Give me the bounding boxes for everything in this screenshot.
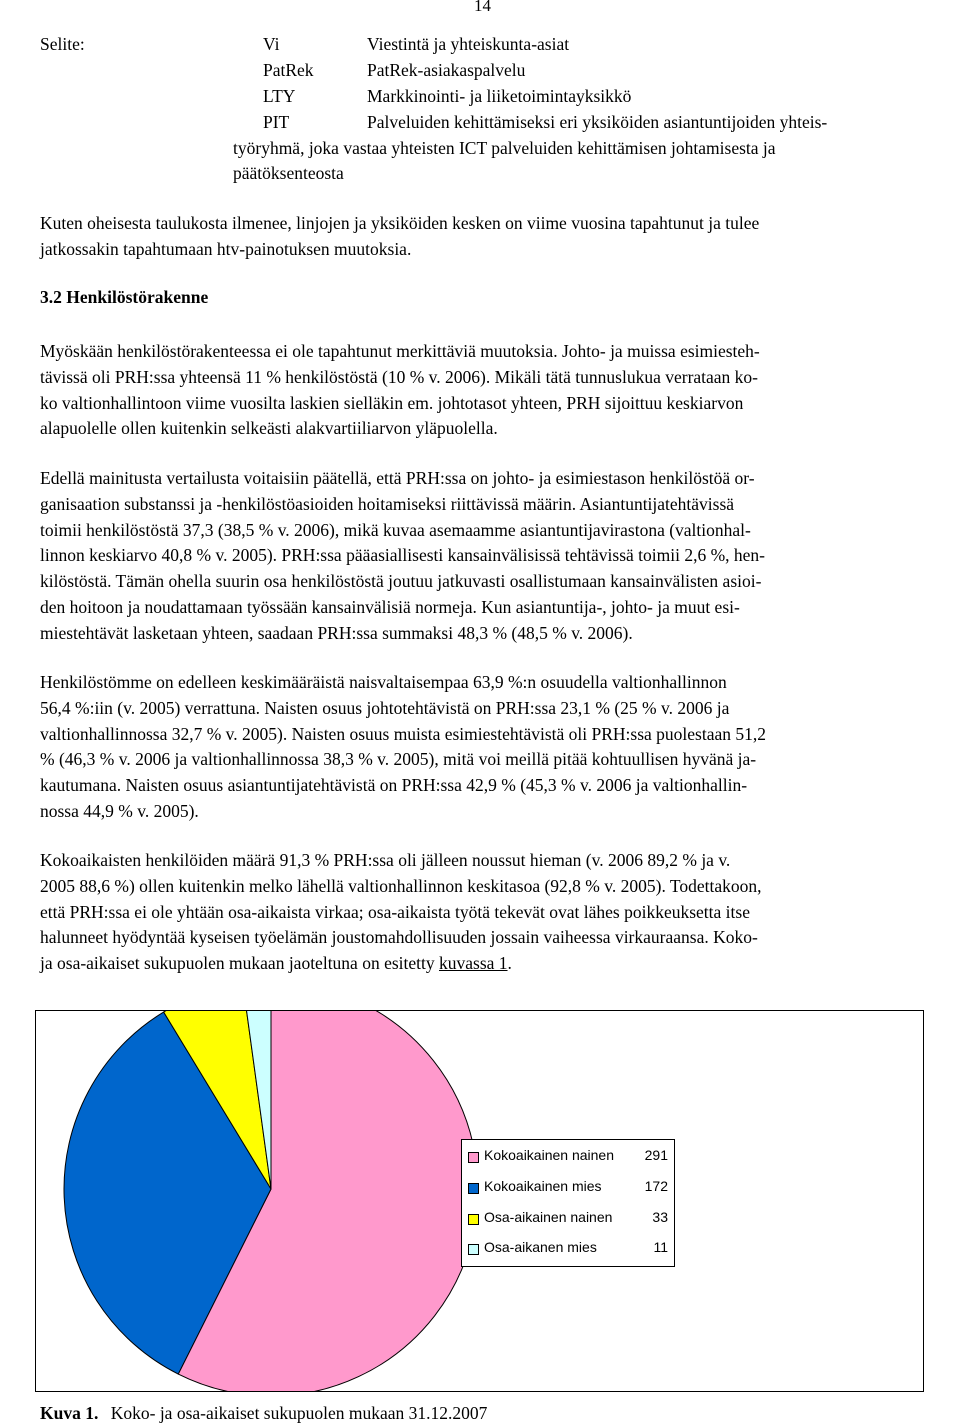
legend-item (468, 1209, 668, 1227)
text-line: Myöskään henkilöstörakenteessa ei ole tapahtunut merkittäviä muutoksia. Johto- ja muissa esimiesteh- (40, 341, 760, 361)
text-line: Henkilöstömme on edelleen keskimääräistä naisvaltaisempaa 63,9 %:n osuudella valtionhallinnon (40, 672, 727, 692)
caption-text: Koko- ja osa-aikaiset sukupuolen mukaan 31.12.2007 (110, 1403, 488, 1423)
text-line: miestehtävät lasketaan yhteen, saadaan PRH:ssa summaksi 48,3 % (48,5 % v. 2006). (40, 622, 633, 643)
figure-caption (40, 1403, 487, 1424)
text-line: nossa 44,9 % v. 2005). (40, 800, 199, 821)
abbr-text: Markkinointi- ja liiketoimintayksikkö (367, 86, 632, 106)
text-line: halunneet hyödyntää kyseisen työelämän joustomahdollisuuden jossain vaiheessa virkauraansa. Koko- (40, 927, 758, 948)
text-line: toimii henkilöstöstä 37,3 (38,5 % v. 2006), mikä kuvaa asemaamme asiantuntijavirastona (valtionhal- (40, 519, 751, 540)
legend-swatch (468, 1214, 479, 1225)
abbr-code: LTY (263, 86, 296, 106)
intro-paragraph (40, 211, 924, 263)
text-line: den hoitoon ja noudattamaan työssään kansainvälisiä normeja. Kun asiantuntija-, johto- ja muut esi- (40, 596, 740, 617)
legend-item (468, 1239, 668, 1257)
legend-label: Osa-aikanen mies (484, 1239, 597, 1255)
legend-title: Selite: (40, 34, 85, 54)
text-line: että PRH:ssa ei ole yhtään osa-aikaista virkaa; osa-aikaista työtä tekevät ovat lähes poikkeuksetta itse (40, 901, 750, 922)
text-line: kilöstöstä. Tämän ohella suurin osa henkilöstöstä joutuu jatkuvasti osallistumaan kansainvälisten asioi- (40, 571, 762, 592)
abbr-continuation: työryhmä, joka vastaa yhteisten ICT palveluiden kehittämisen johtamisesta ja (233, 138, 776, 158)
text-line: tävissä oli PRH:ssa yhteensä 11 % henkilöstöstä (10 % v. 2006). Mikäli tätä tunnuslukua verrataan ko- (40, 366, 759, 387)
abbr-code: PatRek (263, 60, 314, 80)
page-number: 14 (474, 0, 491, 15)
body-paragraph (40, 670, 924, 825)
text-line: Edellä mainitusta vertailusta voitaisiin päätellä, että PRH:ssa on johto- ja esimiestason henkilöstöä or- (40, 468, 755, 488)
text-line: % (46,3 % v. 2006 ja valtionhallinnossa 38,3 % v. 2005), mitä voi meillä pitää kohtuullisen hyvänä ja- (40, 749, 757, 770)
text-line: jatkossakin tapahtumaan htv-painotuksen muutoksia. (40, 238, 412, 259)
text-line: valtionhallinnossa 32,7 % v. 2005). Naisten osuus muista esimiestehtävistä oli PRH:ssa puolestaan 51,2 (40, 723, 767, 744)
text-line: ganisaation substanssi ja -henkilöstöasioiden hoitamiseksi riittävissä määrin. Asiantuntijatehtävissä (40, 493, 735, 514)
legend-item (468, 1178, 668, 1196)
body-paragraph (40, 466, 924, 647)
text-line: alapuolelle ollen kuitenkin selkeästi alakvartiiliarvon yläpuolella. (40, 418, 498, 439)
text-line: Kokoaikaisten henkilöiden määrä 91,3 % PRH:ssa oli jälleen noussut hieman (v. 2006 89,2 % ja v. (40, 850, 731, 870)
figure-reference-link[interactable]: kuvassa 1 (439, 953, 508, 974)
section-heading: 3.2 Henkilöstörakenne (40, 287, 209, 307)
legend-label: Osa-aikainen nainen (484, 1209, 613, 1225)
abbr-text: PatRek-asiakaspalvelu (367, 60, 526, 80)
legend-swatch (468, 1244, 479, 1255)
text-fragment: . (507, 953, 512, 974)
text-line: linnon keskiarvo 40,8 % v. 2005). PRH:ssa pääasiallisesti kansainvälisissä tehtävissä toimii 2,6 %, hen- (40, 545, 766, 566)
legend-item (468, 1147, 668, 1165)
legend-value: 172 (644, 1178, 668, 1194)
text-line: 2005 88,6 %) ollen kuitenkin melko lähellä valtionhallinnon keskitasoa (92,8 % v. 2005). Todettakoon, (40, 875, 762, 896)
abbr-text: Viestintä ja yhteiskunta-asiat (367, 34, 570, 54)
text-line: kautumana. Naisten osuus asiantuntijatehtävistä on PRH:ssa 42,9 % (45,3 % v. 2006 ja valtionhallin- (40, 775, 748, 796)
legend-swatch (468, 1152, 479, 1163)
abbr-code: Vi (263, 34, 280, 54)
body-paragraph (40, 339, 924, 442)
legend-label: Kokoaikainen nainen (484, 1147, 614, 1163)
abbr-code: PIT (263, 112, 290, 132)
legend-value: 33 (652, 1209, 668, 1225)
legend-label: Kokoaikainen mies (484, 1178, 602, 1194)
legend-value: 11 (653, 1239, 668, 1255)
text-line: Kuten oheisesta taulukosta ilmenee, linjojen ja yksiköiden kesken on viime vuosina tapahtunut ja tulee (40, 213, 760, 233)
abbr-text: Palveluiden kehittämiseksi eri yksiköiden asiantuntijoiden yhteis- (367, 112, 828, 132)
body-paragraph (40, 848, 924, 977)
caption-label: Kuva 1. (40, 1403, 99, 1423)
text-line: ko valtionhallintoon viime vuosilta laskien sielläkin em. johtotasot yhteen, PRH sijoittuu keskiarvon (40, 392, 744, 413)
text-line: 56,4 %:iin (v. 2005) verrattuna. Naisten osuus johtotehtävistä on PRH:ssa 23,1 % (25 % v. 2006 ja (40, 697, 730, 718)
legend-value: 291 (644, 1147, 668, 1163)
text-fragment: ja osa-aikaiset sukupuolen mukaan jaoteltuna on esitetty (40, 953, 439, 974)
chart-legend (461, 1139, 675, 1267)
legend-swatch (468, 1183, 479, 1194)
abbr-continuation: päätöksenteosta (233, 163, 344, 183)
text-line (40, 951, 924, 977)
